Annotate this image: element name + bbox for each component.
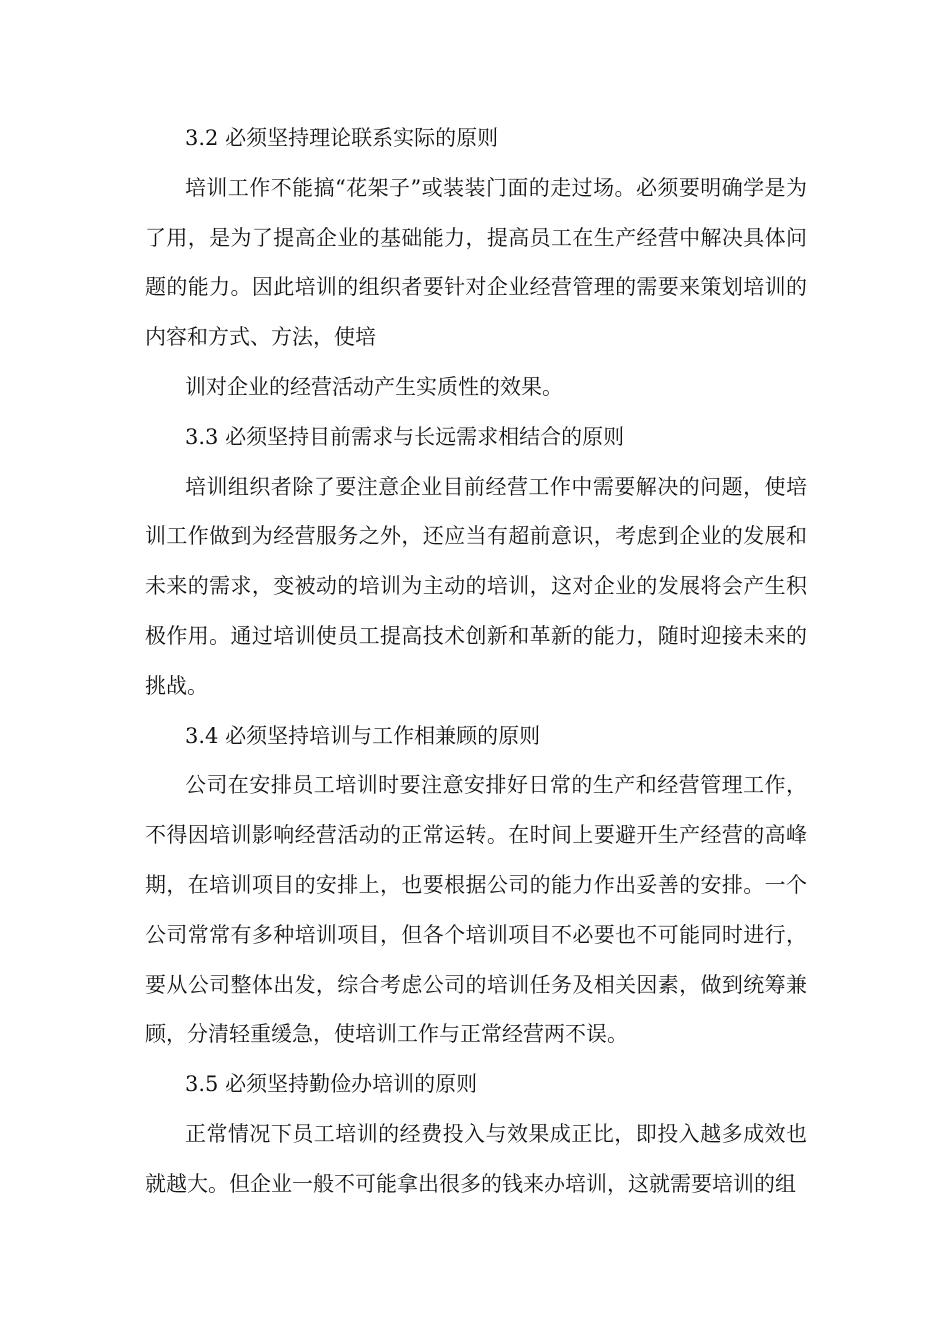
document-body [145, 114, 807, 1210]
heading-3-4: 3.4 必须坚持培训与工作相兼顾的原则 [185, 723, 541, 748]
heading-3-2: 3.2 必须坚持理论联系实际的原则 [185, 126, 499, 150]
paragraph-3-2-continuation: 训对企业的经营活动产生实质性的效果。 [185, 374, 563, 399]
paragraph-3-2-body: 培训工作不能搞“花架子”或装装门面的走过场。必须要明确学是为了用，是为了提高企业的基础能力，提高员工在生产经营中解决具体问题的能力。因此培训的组织者要针对企业经营管理的需要来策划培训的内容和方式、方法，使培 [145, 175, 807, 350]
heading-3-5: 3.5 必须坚持勤俭办培训的原则 [185, 1072, 478, 1097]
paragraph-3-5-body: 正常情况下员工培训的经费投入与效果成正比，即投入越多成效也就越大。但企业一般不可能拿出很多的钱来办培训，这就需要培训的组 [145, 1121, 807, 1196]
paragraph-3-4-body: 公司在安排员工培训时要注意安排好日常的生产和经营管理工作，不得因培训影响经营活动的正常运转。在时间上要避开生产经营的高峰期，在培训项目的安排上，也要根据公司的能力作出妥善的安排。一个公司常常有多种培训项目，但各个培训项目不必要也不可能同时进行，要从公司整体出发，综合考虑公司的培训任务及相关因素，做到统筹兼顾，分清轻重缓急，使培训工作与正常经营两不误。 [145, 773, 807, 1047]
heading-3-3: 3.3 必须坚持目前需求与长远需求相结合的原则 [185, 424, 625, 449]
paragraph-3-3-body: 培训组织者除了要注意企业目前经营工作中需要解决的问题，使培训工作做到为经营服务之外，还应当有超前意识，考虑到企业的发展和未来的需求，变被动的培训为主动的培训，这对企业的发展将会产生积极作用。通过培训使员工提高技术创新和革新的能力，随时迎接未来的挑战。 [145, 474, 807, 698]
